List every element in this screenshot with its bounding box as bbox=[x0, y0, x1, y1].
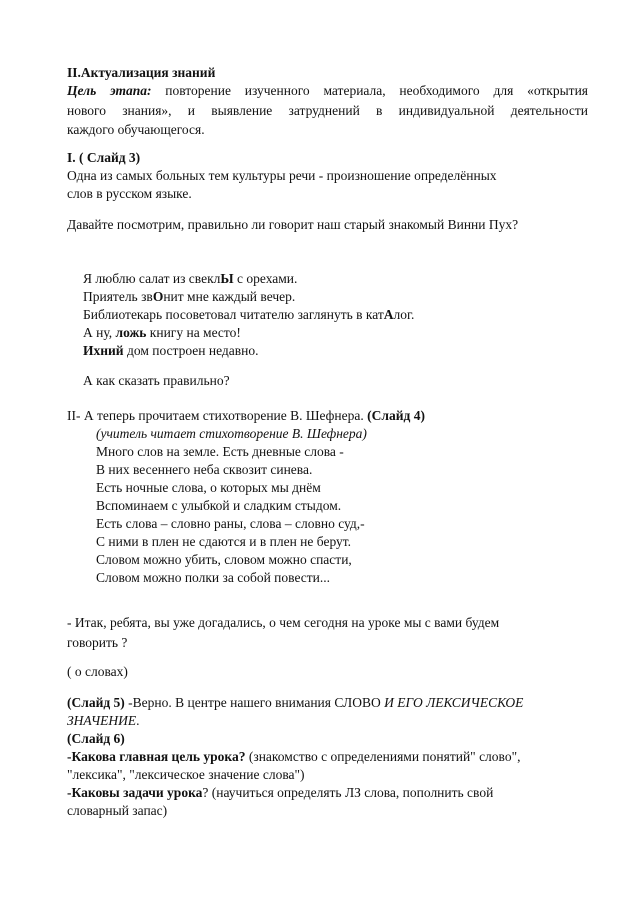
poem-line: С ними в плен не сдаются и в плен не берут. bbox=[96, 534, 352, 549]
tasks-question-line-1: -Каковы задачи урока? (научиться определять ЛЗ слова, пополнить свой bbox=[67, 785, 494, 800]
sentence-3: Библиотекарь посоветовал читателю заглянуть в катАлог. bbox=[83, 307, 415, 322]
goal-line-2: нового знания», и выявление затруднений в индивидуальной деятельности bbox=[67, 103, 588, 118]
poem-line: Словом можно убить, словом можно спасти, bbox=[96, 552, 352, 567]
part2-note: (учитель читает стихотворение В. Шефнера) bbox=[96, 426, 367, 441]
slide6-heading: (Слайд 6) bbox=[67, 731, 125, 746]
part1-question: Давайте посмотрим, правильно ли говорит наш старый знакомый Винни Пух? bbox=[67, 217, 519, 232]
part1-ask: А как сказать правильно? bbox=[83, 373, 230, 388]
poem-line: Есть слова – словно раны, слова – словно суд,- bbox=[96, 516, 365, 531]
goal-question-line-2: "лексика", "лексическое значение слова") bbox=[67, 767, 305, 782]
poem-line: Вспоминаем с улыбкой и сладким стыдом. bbox=[96, 498, 342, 513]
poem-line: Есть ночные слова, о которых мы днём bbox=[96, 480, 321, 495]
slide5-line-2: ЗНАЧЕНИЕ. bbox=[67, 713, 140, 728]
poem-line: Много слов на земле. Есть дневные слова - bbox=[96, 444, 344, 459]
goal-line-1: Цель этапа: повторение изученного материала, необходимого для «открытия bbox=[67, 83, 589, 98]
discussion-question-1: - Итак, ребята, вы уже догадались, о чем сегодня на уроке мы с вами будем bbox=[67, 615, 500, 630]
goal-line-3: каждого обучающегося. bbox=[67, 122, 205, 137]
sentence-2: Приятель звОнит мне каждый вечер. bbox=[83, 289, 296, 304]
discussion-answer: ( о словах) bbox=[67, 664, 128, 679]
sentence-1: Я люблю салат из свеклЫ с орехами. bbox=[83, 271, 298, 286]
sentence-5: Ихний дом построен недавно. bbox=[83, 343, 259, 358]
part1-line-2: слов в русском языке. bbox=[67, 186, 192, 201]
tasks-question-line-2: словарный запас) bbox=[67, 803, 168, 818]
part1-heading: I. ( Слайд 3) bbox=[67, 150, 141, 165]
sentence-4: А ну, ложь книгу на место! bbox=[83, 325, 241, 340]
discussion-question-2: говорить ? bbox=[67, 635, 128, 650]
goal-question-line-1: -Какова главная цель урока? (знакомство с определениями понятий" слово", bbox=[67, 749, 521, 764]
section-heading: II.Актуализация знаний bbox=[67, 65, 216, 80]
poem-line: Словом можно полки за собой повести... bbox=[96, 570, 331, 585]
part2-heading: II- А теперь прочитаем стихотворение В. Шефнера. (Слайд 4) bbox=[67, 408, 425, 423]
poem-line: В них весеннего неба сквозит синева. bbox=[96, 462, 313, 477]
slide5-line-1: (Слайд 5) -Верно. В центре нашего внимания СЛОВО И ЕГО ЛЕКСИЧЕСКОЕ bbox=[67, 695, 524, 710]
part1-line-1: Одна из самых больных тем культуры речи - произношение определённых bbox=[67, 168, 497, 183]
